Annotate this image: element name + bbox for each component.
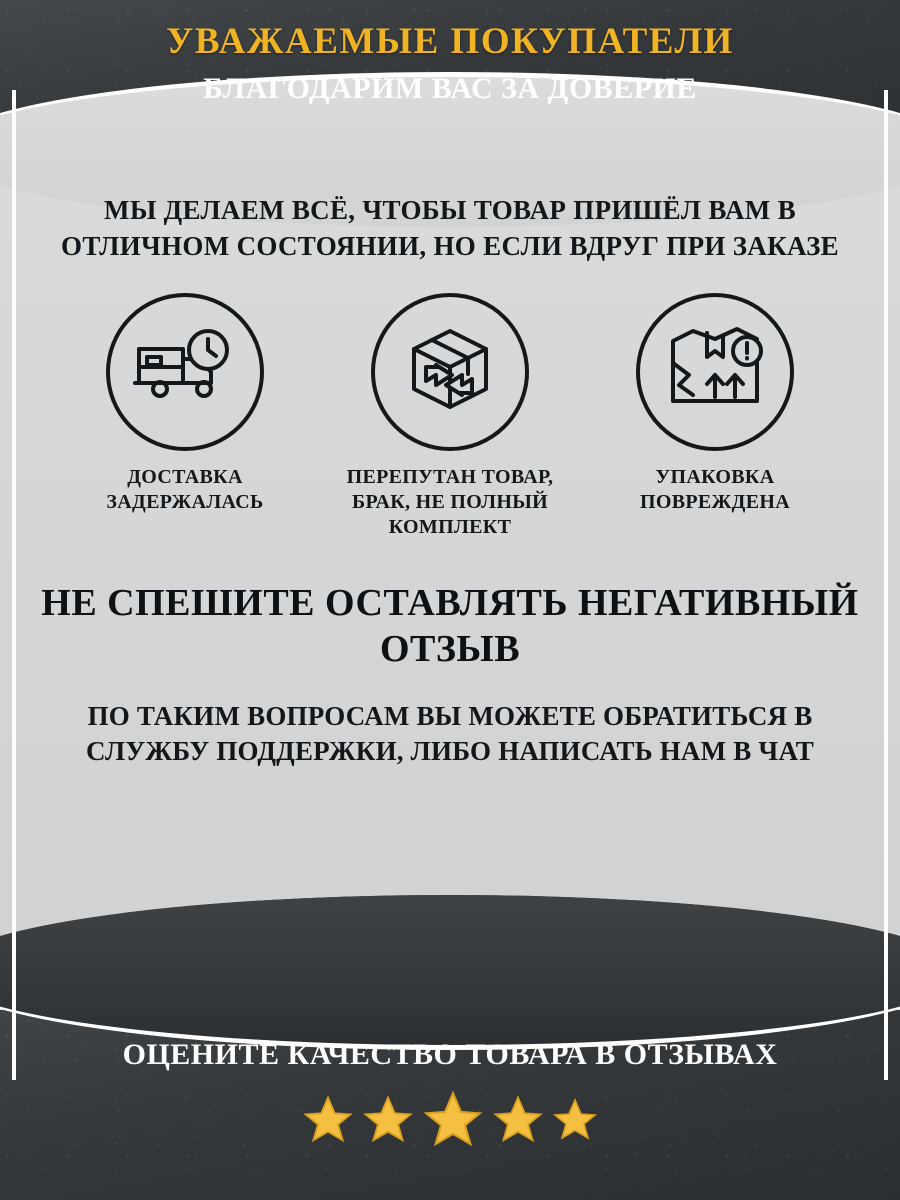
- main-content: [40, 175, 860, 770]
- headline-text: НЕ СПЕШИТЕ ОСТАВЛЯТЬ НЕГАТИВНЫЙ ОТЗЫВ: [41, 581, 859, 671]
- issue-caption: ПЕРЕПУТАН ТОВАР, БРАК, НЕ ПОЛНЫЙ КОМПЛЕКТ: [346, 465, 554, 538]
- issue-item-wrong-item: [325, 293, 575, 540]
- star-icon[interactable]: [301, 1093, 355, 1152]
- star-icon[interactable]: [421, 1088, 485, 1157]
- star-icon[interactable]: [551, 1096, 599, 1149]
- issue-icon-circle: [106, 293, 264, 451]
- issue-icon-circle: [636, 293, 794, 451]
- box-return-arrow-icon: [398, 323, 502, 420]
- right-vertical-rule: [884, 90, 888, 1080]
- issue-caption: УПАКОВКА ПОВРЕЖДЕНА: [640, 465, 790, 513]
- issue-item-delivery: [60, 293, 310, 515]
- footer: [0, 1015, 900, 1200]
- support-note-text: ПО ТАКИМ ВОПРОСАМ ВЫ МОЖЕТЕ ОБРАТИТЬСЯ В СЛУЖБУ ПОДДЕРЖКИ, ЛИБО НАПИСАТЬ НАМ В ЧАТ: [86, 700, 814, 767]
- star-icon[interactable]: [361, 1093, 415, 1152]
- issue-caption: ДОСТАВКА ЗАДЕРЖАЛАСЬ: [106, 465, 264, 513]
- issue-item-damaged-package: [590, 293, 840, 515]
- rating-stars[interactable]: [0, 1088, 900, 1157]
- intro-text: МЫ ДЕЛАЕМ ВСЁ, ЧТОБЫ ТОВАР ПРИШЁЛ ВАМ В ОТЛИЧНОМ СОСТОЯНИИ, НО ЕСЛИ ВДРУГ ПРИ ЗАКАЗЕ: [61, 195, 839, 261]
- left-vertical-rule: [12, 90, 16, 1080]
- star-icon[interactable]: [491, 1093, 545, 1152]
- issue-icon-circle: [371, 293, 529, 451]
- delivery-truck-clock-icon: [133, 329, 237, 414]
- header: [0, 0, 900, 106]
- header-title: УВАЖАЕМЫЕ ПОКУПАТЕЛИ: [166, 21, 734, 62]
- issues-row: [40, 293, 860, 540]
- damaged-package-icon: [663, 323, 767, 420]
- footer-title: ОЦЕНИТЕ КАЧЕСТВО ТОВАРА В ОТЗЫВАХ: [122, 1038, 778, 1071]
- header-subtitle: БЛАГОДАРИМ ВАС ЗА ДОВЕРИЕ: [203, 71, 697, 105]
